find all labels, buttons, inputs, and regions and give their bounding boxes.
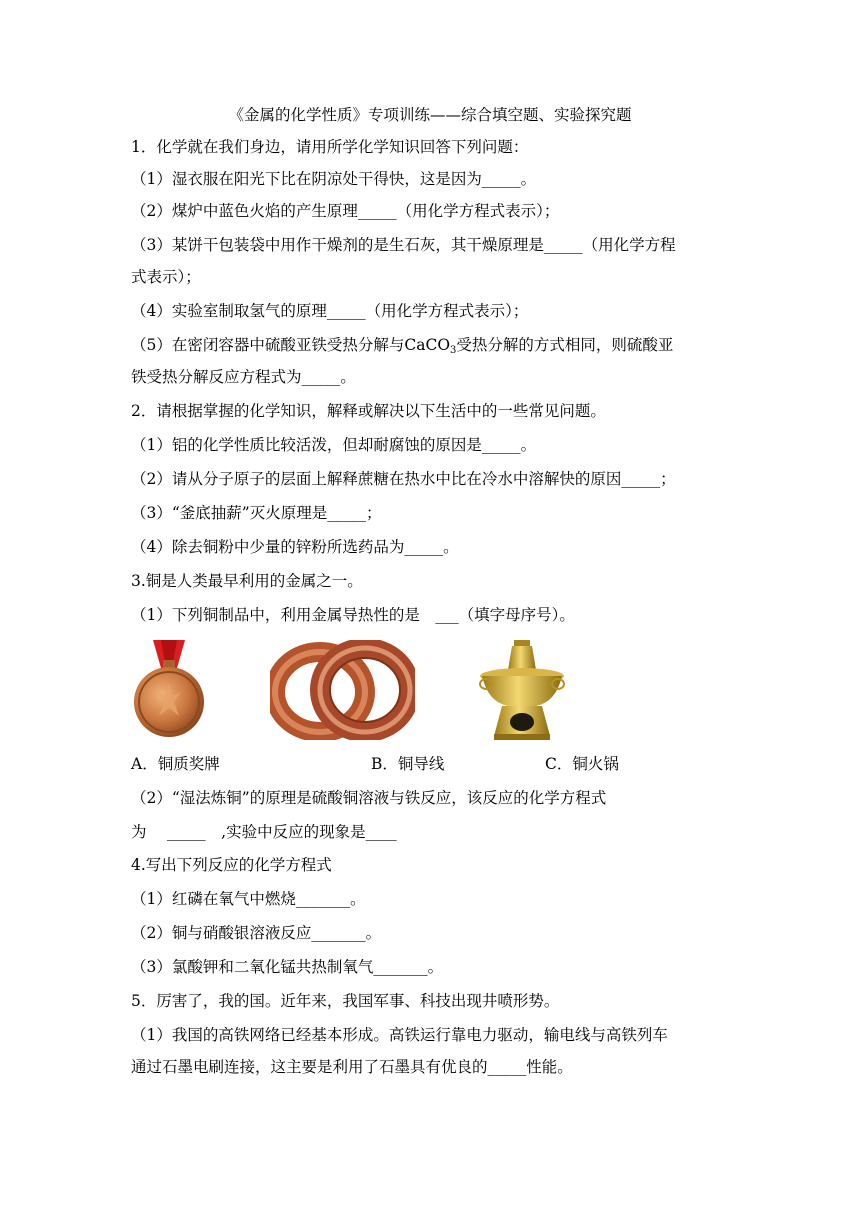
option-a-copper-medal: A．铜质奖牌: [131, 755, 220, 773]
formula-subscript: 3: [450, 345, 457, 356]
copper-medal-image: [131, 640, 207, 738]
q2-part-3: （3）“釜底抽薪”灭火原理是_____；: [131, 504, 382, 522]
q1-part-5-cont: 铁受热分解反应方程式为_____。: [131, 368, 356, 386]
q2-part-1: （1）铝的化学性质比较活泼，但却耐腐蚀的原因是_____。: [131, 436, 537, 454]
q1-part-5-text-a: （5）在密闭容器中硫酸亚铁受热分解与: [131, 336, 405, 354]
q3-part-1: （1）下列铜制品中，利用金属导热性的是 ___（填字母序号）。: [131, 606, 575, 624]
q4-part-1: （1）红磷在氧气中燃烧_______。: [131, 890, 366, 908]
question-3: 3.铜是人类最早利用的金属之一。: [131, 572, 363, 590]
q1-part-2: （2）煤炉中蓝色火焰的产生原理_____（用化学方程式表示）；: [131, 202, 560, 220]
q5-part-1-cont: 通过石墨电刷连接，这主要是利用了石墨具有优良的_____性能。: [131, 1058, 573, 1076]
question-1: 1．化学就在我们身边，请用所学化学知识回答下列问题：: [131, 138, 529, 156]
q1-part-4: （4）实验室制取氢气的原理_____（用化学方程式表示）；: [131, 302, 529, 320]
q4-part-2: （2）铜与硝酸银溶液反应_______。: [131, 924, 382, 942]
question-5: 5．厉害了，我的国。近年来，我国军事、科技出现井喷形势。: [131, 992, 560, 1010]
q1-part-5-text-b: 受热分解的方式相同，则硫酸亚: [456, 336, 674, 354]
q1-part-1: （1）湿衣服在阳光下比在阴凉处干得快，这是因为_____。: [131, 170, 537, 188]
q1-part-5: [131, 333, 741, 363]
page-title: 《金属的化学性质》专项训练——综合填空题、实验探究题: [228, 106, 632, 124]
question-4: 4.写出下列反应的化学方程式: [131, 856, 332, 874]
copper-wire-image: [270, 640, 415, 740]
q1-part-3: （3）某饼干包装袋中用作干燥剂的是生石灰，其干燥原理是_____（用化学方程: [131, 236, 676, 254]
q2-part-2: （2）请从分子原子的层面上解释蔗糖在热水中比在冷水中溶解快的原因_____；: [131, 470, 676, 488]
q4-part-3: （3）氯酸钾和二氧化锰共热制氧气_______。: [131, 958, 444, 976]
q2-part-4: （4）除去铜粉中少量的锌粉所选药品为_____。: [131, 538, 459, 556]
formula-base: CaCO: [404, 336, 451, 354]
option-b-copper-wire: B．铜导线: [371, 755, 445, 773]
question-2: 2．请根据掌握的化学知识，解释或解决以下生活中的一些常见问题。: [131, 402, 606, 420]
q3-part-2-cont: 为 _____ ,实验中反应的现象是____: [131, 823, 397, 841]
option-c-copper-hotpot: C．铜火锅: [545, 755, 619, 773]
caco3-formula: [404, 336, 456, 354]
q1-part-3-cont: 式表示）；: [131, 268, 201, 286]
copper-hotpot-image: [478, 636, 566, 744]
q3-part-2: （2）“湿法炼铜”的原理是硫酸铜溶液与铁反应，该反应的化学方程式: [131, 789, 607, 807]
q5-part-1: （1）我国的高铁网络已经基本形成。高铁运行靠电力驱动，输电线与高铁列车: [131, 1026, 668, 1044]
